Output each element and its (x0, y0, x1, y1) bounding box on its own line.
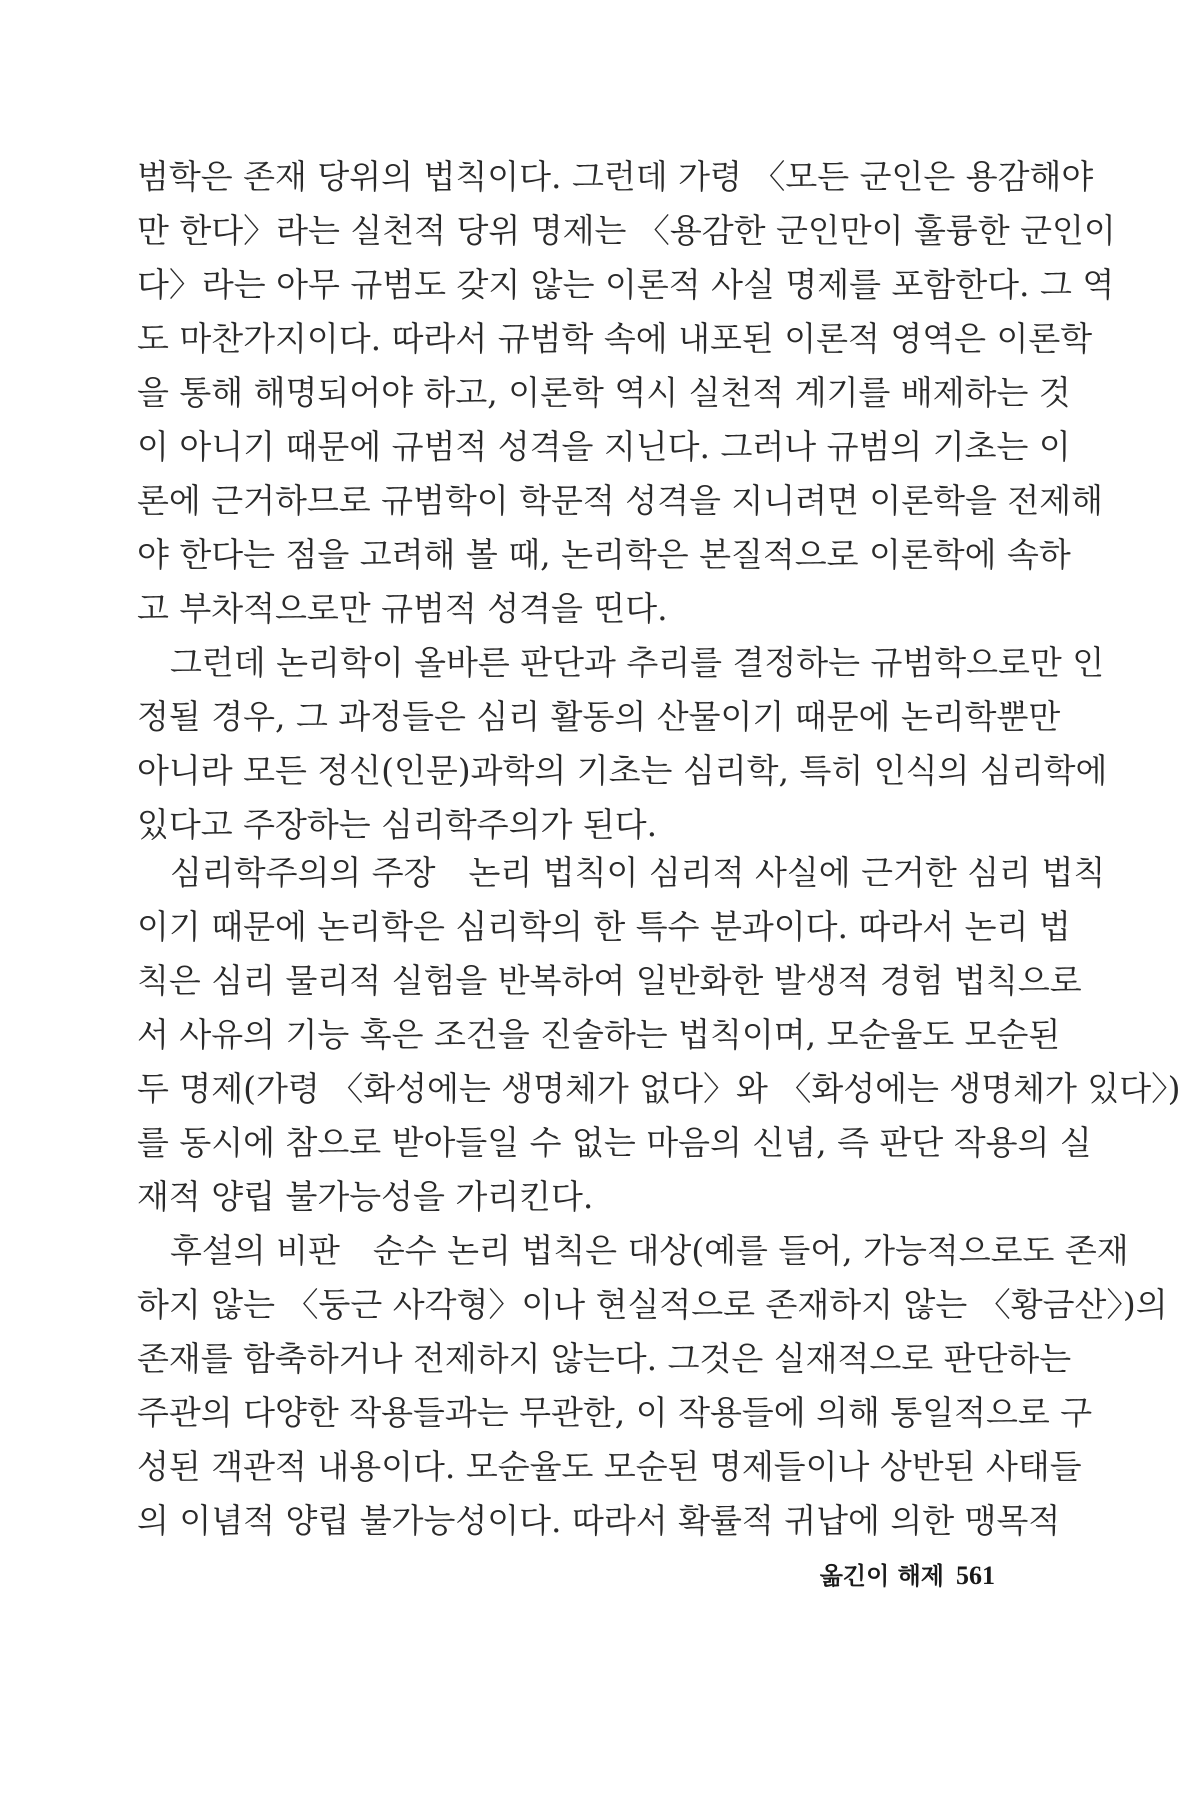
text-line: 도 마찬가지이다. 따라서 규범학 속에 내포된 이론적 영역은 이론학 (137, 319, 1093, 358)
text-line: 서 사유의 기능 혹은 조건을 진술하는 법칙이며, 모순율도 모순된 (137, 1015, 1061, 1054)
text-line: 고 부차적으로만 규범적 성격을 띤다. (137, 589, 668, 628)
text-line: 주관의 다양한 작용들과는 무관한, 이 작용들에 의해 통일적으로 구 (137, 1393, 1093, 1432)
text-line: 그런데 논리학이 올바른 판단과 추리를 결정하는 규범학으로만 인 (137, 643, 1105, 682)
text-block-upper (137, 150, 1116, 852)
text-line: 을 통해 해명되어야 하고, 이론학 역시 실천적 계기를 배제하는 것 (137, 373, 1071, 412)
text-line: 하지 않는 〈둥근 사각형〉이나 현실적으로 존재하지 않는 〈황금산〉)의 (137, 1285, 1168, 1324)
page-number: 561 (956, 1561, 995, 1590)
text-line: 성된 객관적 내용이다. 모순율도 모순된 명제들이나 상반된 사태들 (137, 1447, 1082, 1486)
text-line: 의 이념적 양립 불가능성이다. 따라서 확률적 귀납에 의한 맹목적 (137, 1501, 1061, 1540)
text-block-lower (137, 846, 1181, 1548)
text-line: 론에 근거하므로 규범학이 학문적 성격을 지니려면 이론학을 전제해 (137, 481, 1104, 520)
text-line: 재적 양립 불가능성을 가리킨다. (137, 1177, 594, 1216)
text-line: 만 한다〉라는 실천적 당위 명제는 〈용감한 군인만이 훌륭한 군인이 (137, 211, 1116, 250)
text-line: 다〉라는 아무 규범도 갖지 않는 이론적 사실 명제를 포함한다. 그 역 (137, 265, 1115, 304)
running-title: 옮긴이 해제 (819, 1562, 944, 1590)
page-footer (820, 1556, 995, 1591)
text-line: 있다고 주장하는 심리학주의가 된다. (137, 805, 658, 844)
text-line: 칙은 심리 물리적 실험을 반복하여 일반화한 발생적 경험 법칙으로 (137, 961, 1082, 1000)
text-line: 후설의 비판 순수 논리 법칙은 대상(예를 들어, 가능적으로도 존재 (137, 1231, 1129, 1270)
text-line: 이 아니기 때문에 규범적 성격을 지닌다. 그러나 규범의 기초는 이 (137, 427, 1071, 466)
text-line: 존재를 함축하거나 전제하지 않는다. 그것은 실재적으로 판단하는 (137, 1339, 1072, 1378)
text-line: 아니라 모든 정신(인문)과학의 기초는 심리학, 특히 인식의 심리학에 (137, 751, 1108, 790)
text-line: 야 한다는 점을 고려해 볼 때, 논리학은 본질적으로 이론학에 속하 (137, 535, 1071, 574)
text-line: 를 동시에 참으로 받아들일 수 없는 마음의 신념, 즉 판단 작용의 실 (137, 1123, 1092, 1162)
text-line: 범학은 존재 당위의 법칙이다. 그런데 가령 〈모든 군인은 용감해야 (137, 157, 1094, 196)
text-line: 두 명제(가령 〈화성에는 생명체가 없다〉와 〈화성에는 생명체가 있다〉) (137, 1069, 1181, 1108)
text-line: 심리학주의의 주장 논리 법칙이 심리적 사실에 근거한 심리 법칙 (137, 853, 1106, 892)
text-line: 정될 경우, 그 과정들은 심리 활동의 산물이기 때문에 논리학뿐만 (137, 697, 1061, 736)
text-line: 이기 때문에 논리학은 심리학의 한 특수 분과이다. 따라서 논리 법 (137, 907, 1071, 946)
